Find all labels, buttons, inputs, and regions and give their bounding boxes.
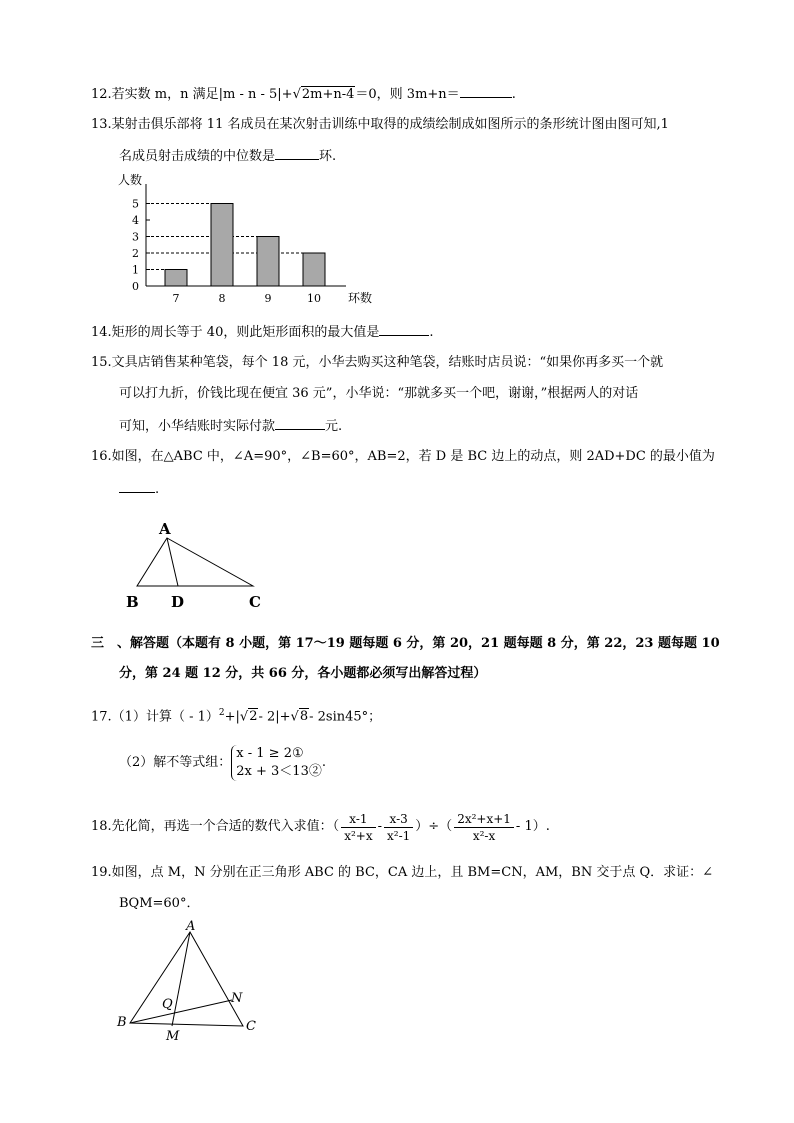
q12-prefix: 12.若实数 m，n 满足|m - n - 5|+ (91, 87, 293, 102)
q17-part1-prefix: 17.（1）计算（ - 1） (91, 709, 219, 725)
inequality-system (231, 745, 322, 781)
category-label: 7 (172, 292, 180, 305)
label-b: B (117, 1015, 127, 1030)
q18-minus: - (377, 819, 382, 834)
answer-blank-13[interactable] (275, 145, 319, 160)
bar-9 (257, 237, 279, 287)
label-n: N (231, 991, 243, 1006)
question-17-part2 (119, 743, 326, 784)
question-14 (91, 321, 434, 343)
q13-line2-suffix: 环. (319, 149, 337, 164)
fraction-1-numerator: x-1 (341, 811, 375, 828)
sqrt-icon: √ (290, 709, 299, 725)
q15-line3-prefix: 可知，小华结账时实际付款 (119, 419, 276, 434)
question-17-part1 (91, 703, 381, 727)
segment-ad (167, 538, 178, 586)
q16-line2-suffix: . (155, 482, 160, 497)
q17-sqrt2: 2 (249, 709, 258, 725)
question-16-line2 (119, 478, 159, 500)
x-axis-label: 环数 (348, 291, 373, 305)
sqrt-icon: √ (292, 87, 301, 102)
sqrt-icon: √ (239, 709, 249, 725)
triangle-abc-equilateral (130, 932, 243, 1026)
label-q: Q (162, 997, 173, 1012)
q17-sqrt8: 8 (299, 709, 309, 725)
q12-end: . (511, 87, 516, 102)
question-16-line1: 16.如图，在△ABC 中，∠A=90°，∠B=60°，AB=2，若 D 是 BC 边上的动点，则 2AD+DC 的最小值为 (91, 449, 715, 464)
label-d: D (171, 593, 185, 611)
bar-7 (165, 270, 187, 287)
y-axis-label: 人数 (118, 173, 143, 187)
fraction-1 (341, 811, 375, 844)
fraction-2-numerator: x-3 (384, 811, 413, 828)
q14-prefix: 14.矩形的周长等于 40，则此矩形面积的最大值是 (91, 325, 380, 340)
fraction-3 (454, 811, 514, 844)
q17-part2-prefix: （2）解不等式组： (119, 755, 232, 770)
label-a: A (159, 520, 171, 538)
y-tick-label: 1 (132, 263, 139, 277)
fraction-2-denominator: x²-1 (387, 828, 411, 843)
q15-line3-suffix: 元. (325, 419, 343, 434)
segment-bn (130, 1000, 232, 1023)
q18-prefix: 18.先化简，再选一个合适的数代入求值：（ (91, 819, 340, 834)
fraction-3-denominator: x²-x (472, 828, 496, 843)
q17-part2-end: . (321, 755, 326, 770)
y-tick-label: 5 (132, 197, 139, 211)
y-tick-label: 3 (132, 230, 139, 244)
question-15-line3 (119, 415, 342, 437)
question-18 (91, 807, 550, 848)
q17-part1-c: - 2sin45°； (309, 709, 382, 725)
q12-mid: ＝0，则 3m+n＝ (355, 87, 460, 102)
y-tick-label: 2 (132, 247, 139, 260)
bar-chart (110, 168, 373, 308)
question-13-line2 (119, 145, 336, 167)
question-15-line2: 可以打九折，价钱比现在便宜 36 元”，小华说：“那就多买一个吧，谢谢，”根据两人的对话 (119, 386, 639, 401)
q17-exponent: 2 (218, 708, 225, 718)
answer-blank-14[interactable] (379, 321, 429, 336)
label-c: C (249, 593, 261, 611)
q18-tail: - 1）. (515, 819, 550, 834)
question-15-line1: 15.文具店销售某种笔袋，每个 18 元，小华去购买这种笔袋，结账时店员说：“如果你再多买一个就 (91, 355, 664, 370)
section3-heading-line1: 三 、解答题（本题有 8 小题，第 17～19 题每题 6 分，第 20，21 题每题 8 分，第 22，23 题每题 10 (91, 636, 720, 651)
q12-sqrt-content: 2m+n-4 (301, 87, 355, 102)
fraction-2 (384, 811, 413, 844)
fraction-3-numerator: 2x²+x+1 (454, 811, 514, 828)
q13-line2-prefix: 名成员射击成绩的中位数是 (119, 149, 276, 164)
q18-div: ）÷（ (415, 819, 453, 834)
question-12 (91, 83, 516, 105)
q17-part1-b: - 2|+ (258, 709, 291, 725)
question-19-line2: BQM=60°． (119, 896, 200, 911)
triangle-figure-19 (112, 918, 272, 1043)
label-b: B (126, 593, 139, 611)
answer-blank-16[interactable] (119, 478, 155, 493)
answer-blank-15[interactable] (275, 415, 325, 430)
y-tick-label: 0 (132, 280, 139, 293)
fraction-1-denominator: x²+x (344, 828, 373, 843)
triangle-abc (137, 538, 253, 586)
label-m: M (166, 1029, 180, 1044)
section3-heading-line2: 分，第 24 题 12 分，共 66 分，各小题都必须写出解答过程） (119, 666, 487, 681)
triangle-figure-16 (120, 515, 280, 615)
q17-part1-a: +| (224, 709, 240, 725)
bar-10 (303, 253, 325, 286)
category-label: 9 (264, 292, 272, 305)
inequality-2: 2x + 3＜13② (236, 764, 322, 779)
label-a: A (186, 919, 196, 934)
q14-end: . (429, 325, 434, 340)
bar-8 (211, 204, 233, 287)
question-13-line1: 13.某射击俱乐部将 11 名成员在某次射击训练中取得的成绩绘制成如图所示的条形统计图由图可知,1 (91, 117, 669, 132)
question-19-line1: 19.如图，点 M，N 分别在正三角形 ABC 的 BC，CA 边上，且 BM=CN，AM，BN 交于点 Q．求证：∠ (91, 865, 714, 880)
y-tick-label: 4 (132, 214, 139, 227)
label-c: C (246, 1019, 256, 1034)
answer-blank-12[interactable] (460, 83, 512, 98)
category-label: 8 (218, 292, 226, 305)
category-label: 10 (307, 292, 321, 305)
inequality-1: x - 1 ≥ 2① (236, 746, 304, 761)
